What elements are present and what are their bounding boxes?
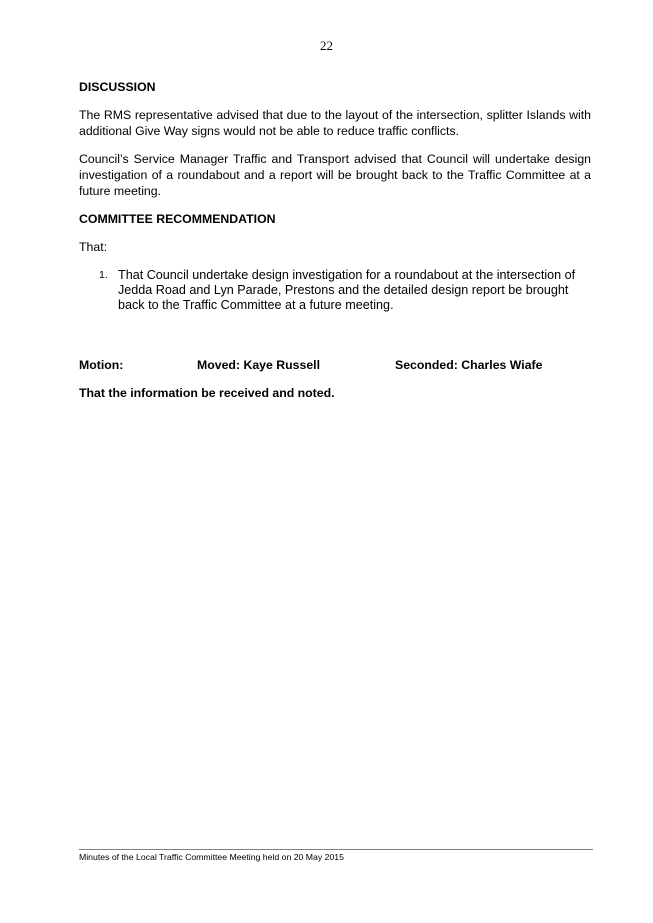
recommendation-list-item <box>99 268 591 313</box>
committee-recommendation-heading: COMMITTEE RECOMMENDATION <box>79 212 276 226</box>
recommendation-intro: That: <box>79 240 108 254</box>
discussion-heading: DISCUSSION <box>79 80 156 94</box>
seconded-by: Seconded: Charles Wiafe <box>395 358 543 372</box>
discussion-paragraph-2: Council’s Service Manager Traffic and Transport advised that Council will undertake design investigation of a roundabout and a report will be brought back to the Traffic Committee at a future meeting. <box>79 152 591 198</box>
footer-text: Minutes of the Local Traffic Committee Meeting held on 20 May 2015 <box>79 852 344 862</box>
footer-divider <box>79 849 593 850</box>
list-item-text: That Council undertake design investigation for a roundabout at the intersection of Jedda Road and Lyn Parade, Prestons and the detailed design report be brought back to the Traffic Committee at a future meeting. <box>118 268 576 312</box>
document-body <box>79 79 591 413</box>
motion-row <box>79 357 591 373</box>
moved-by: Moved: Kaye Russell <box>197 358 321 372</box>
discussion-paragraph-1: The RMS representative advised that due to the layout of the intersection, splitter Islands with additional Give Way signs would not be able to reduce traffic conflicts. <box>79 108 591 138</box>
list-item-number: 1. <box>99 269 108 281</box>
motion-label: Motion: <box>79 358 124 372</box>
motion-resolution: That the information be received and noted. <box>79 386 335 400</box>
page-number: 22 <box>320 38 333 53</box>
